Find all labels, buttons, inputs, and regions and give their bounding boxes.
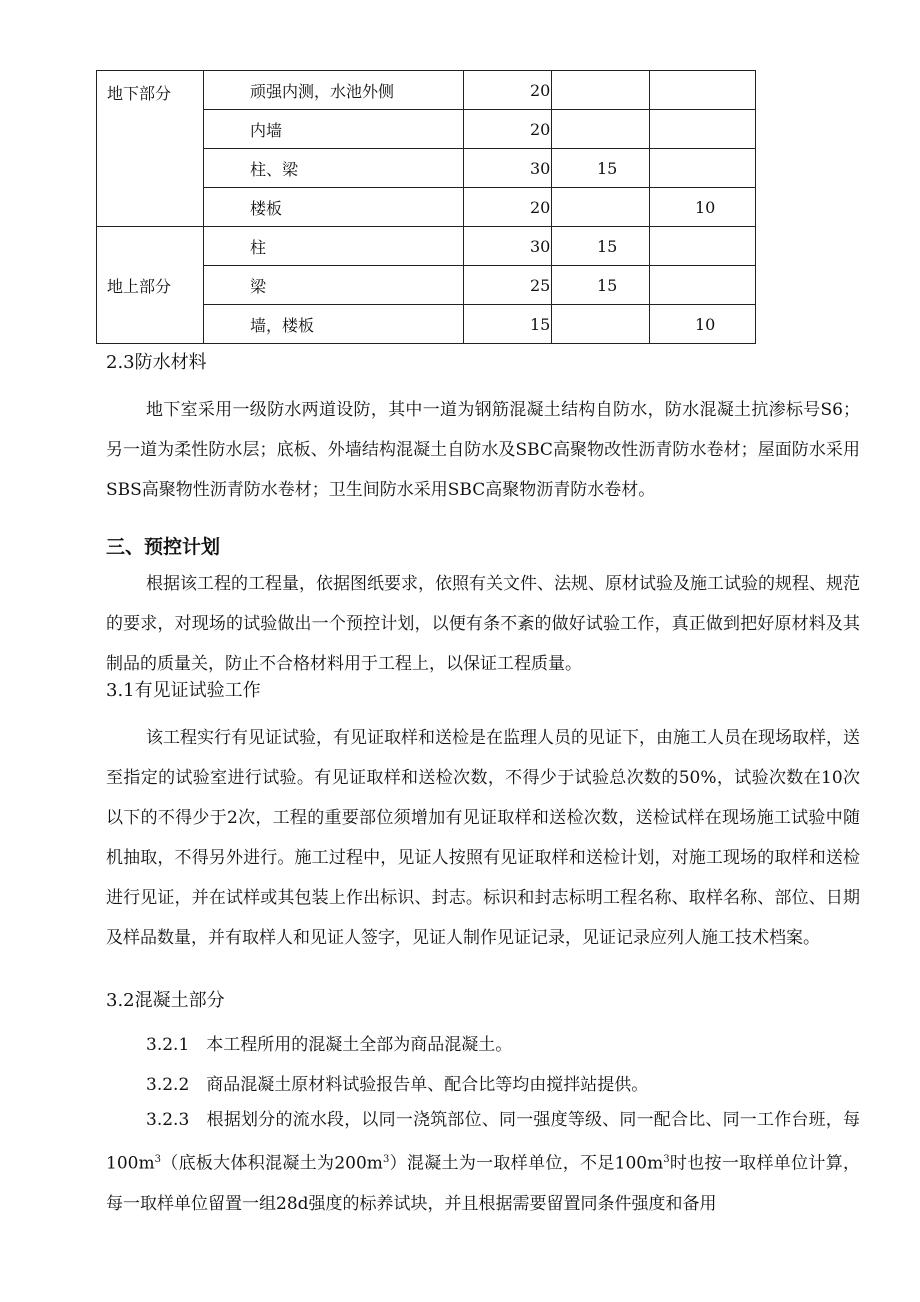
value-cell: 20: [464, 110, 552, 149]
value-cell: 15: [552, 266, 650, 305]
aboveground-group-label: 地上部分: [97, 227, 204, 344]
value-cell: 20: [464, 188, 552, 227]
item-3-2-3-text-c: ）混凝土为一取样单位，不足100m: [389, 1153, 664, 1174]
section-3-heading: 三、预控计划: [106, 536, 221, 558]
cubic-superscript: 3: [663, 1154, 670, 1165]
value-cell: 25: [464, 266, 552, 305]
section-2-3-heading: 2.3防水材料: [106, 352, 207, 373]
value-cell: [552, 110, 650, 149]
part-cell: 柱、梁: [204, 149, 464, 188]
item-3-2-2: 3.2.2 商品混凝土原材料试验报告单、配合比等均由搅拌站提供。: [146, 1075, 649, 1095]
value-cell: [650, 110, 756, 149]
cubic-superscript: 3: [382, 1154, 390, 1165]
item-3-2-3-text-a: 3.2.3 根据划分的流水段，以同一浇筑部位、同一强度等级、同一配合比、同一工作台班，每100m: [106, 1110, 860, 1174]
value-cell: 30: [464, 149, 552, 188]
cubic-superscript: 3: [154, 1154, 161, 1165]
item-3-2-3-text-d: 时也按一取样单位计算，每一取样单位留置一组28d强度的标养试块，并且根据需要留置同条件强度和备用: [106, 1153, 860, 1214]
cover-thickness-table: [96, 70, 756, 344]
part-cell: 楼板: [204, 188, 464, 227]
underground-group-label: 地下部分: [97, 71, 204, 227]
section-3-2-heading: 3.2混凝土部分: [106, 990, 225, 1011]
value-cell: 30: [464, 227, 552, 266]
value-cell: 10: [650, 188, 756, 227]
section-3-1-body: 该工程实行有见证试验，有见证取样和送检是在监理人员的见证下，由施工人员在现场取样，送至指定的试验室进行试验。有见证取样和送检次数，不得少于试验总次数的50%，试验次数在10次以下的不得少于2次，工程的重要部位须增加有见证取样和送检次数，送检试样在现场施工试验中随机抽取，不得另外进行。施工过程中，见证人按照有见证取样和送检计划，对施工现场的取样和送检进行见证，并在试样或其包装上作出标识、封志。标识和封志标明工程名称、取样名称、部位、日期及样品数量，并有取样人和见证人签字，见证人制作见证记录，见证记录应列人施工技术档案。: [106, 728, 860, 948]
part-cell: 柱: [204, 227, 464, 266]
value-cell: [650, 227, 756, 266]
section-3-body: 根据该工程的工程量，依据图纸要求，依照有关文件、法规、原材试验及施工试验的规程、规范的要求，对现场的试验做出一个预控计划，以便有条不紊的做好试验工作，真正做到把好原材料及其制品的质量关，防止不合格材料用于工程上，以保证工程质量。: [106, 574, 860, 674]
value-cell: [552, 188, 650, 227]
section-3-1-heading: 3.1有见证试验工作: [106, 680, 261, 701]
value-cell: 20: [464, 71, 552, 110]
item-3-2-1: 3.2.1 本工程所用的混凝土全部为商品混凝土。: [146, 1035, 513, 1055]
value-cell: 15: [552, 149, 650, 188]
value-cell: [552, 305, 650, 344]
part-cell: 顽强内测，水池外侧: [204, 71, 464, 110]
value-cell: [650, 266, 756, 305]
value-cell: [650, 71, 756, 110]
table-row: [97, 227, 756, 266]
value-cell: 10: [650, 305, 756, 344]
section-2-3-body: 地下室采用一级防水两道设防，其中一道为钢筋混凝土结构自防水，防水混凝土抗渗标号S6；另一道为柔性防水层；底板、外墙结构混凝土自防水及SBC高聚物改性沥青防水卷材；屋面防水采用SBS高聚物性沥青防水卷材；卫生间防水采用SBC高聚物沥青防水卷材。: [106, 400, 860, 500]
value-cell: [552, 71, 650, 110]
table-row: [97, 71, 756, 110]
item-3-2-3: [106, 1100, 860, 1224]
value-cell: 15: [552, 227, 650, 266]
part-cell: 墙，楼板: [204, 305, 464, 344]
part-cell: 梁: [204, 266, 464, 305]
item-3-2-3-text-b: （底板大体积混凝土为200m: [160, 1153, 383, 1174]
value-cell: 15: [464, 305, 552, 344]
part-cell: 内墙: [204, 110, 464, 149]
value-cell: [650, 149, 756, 188]
